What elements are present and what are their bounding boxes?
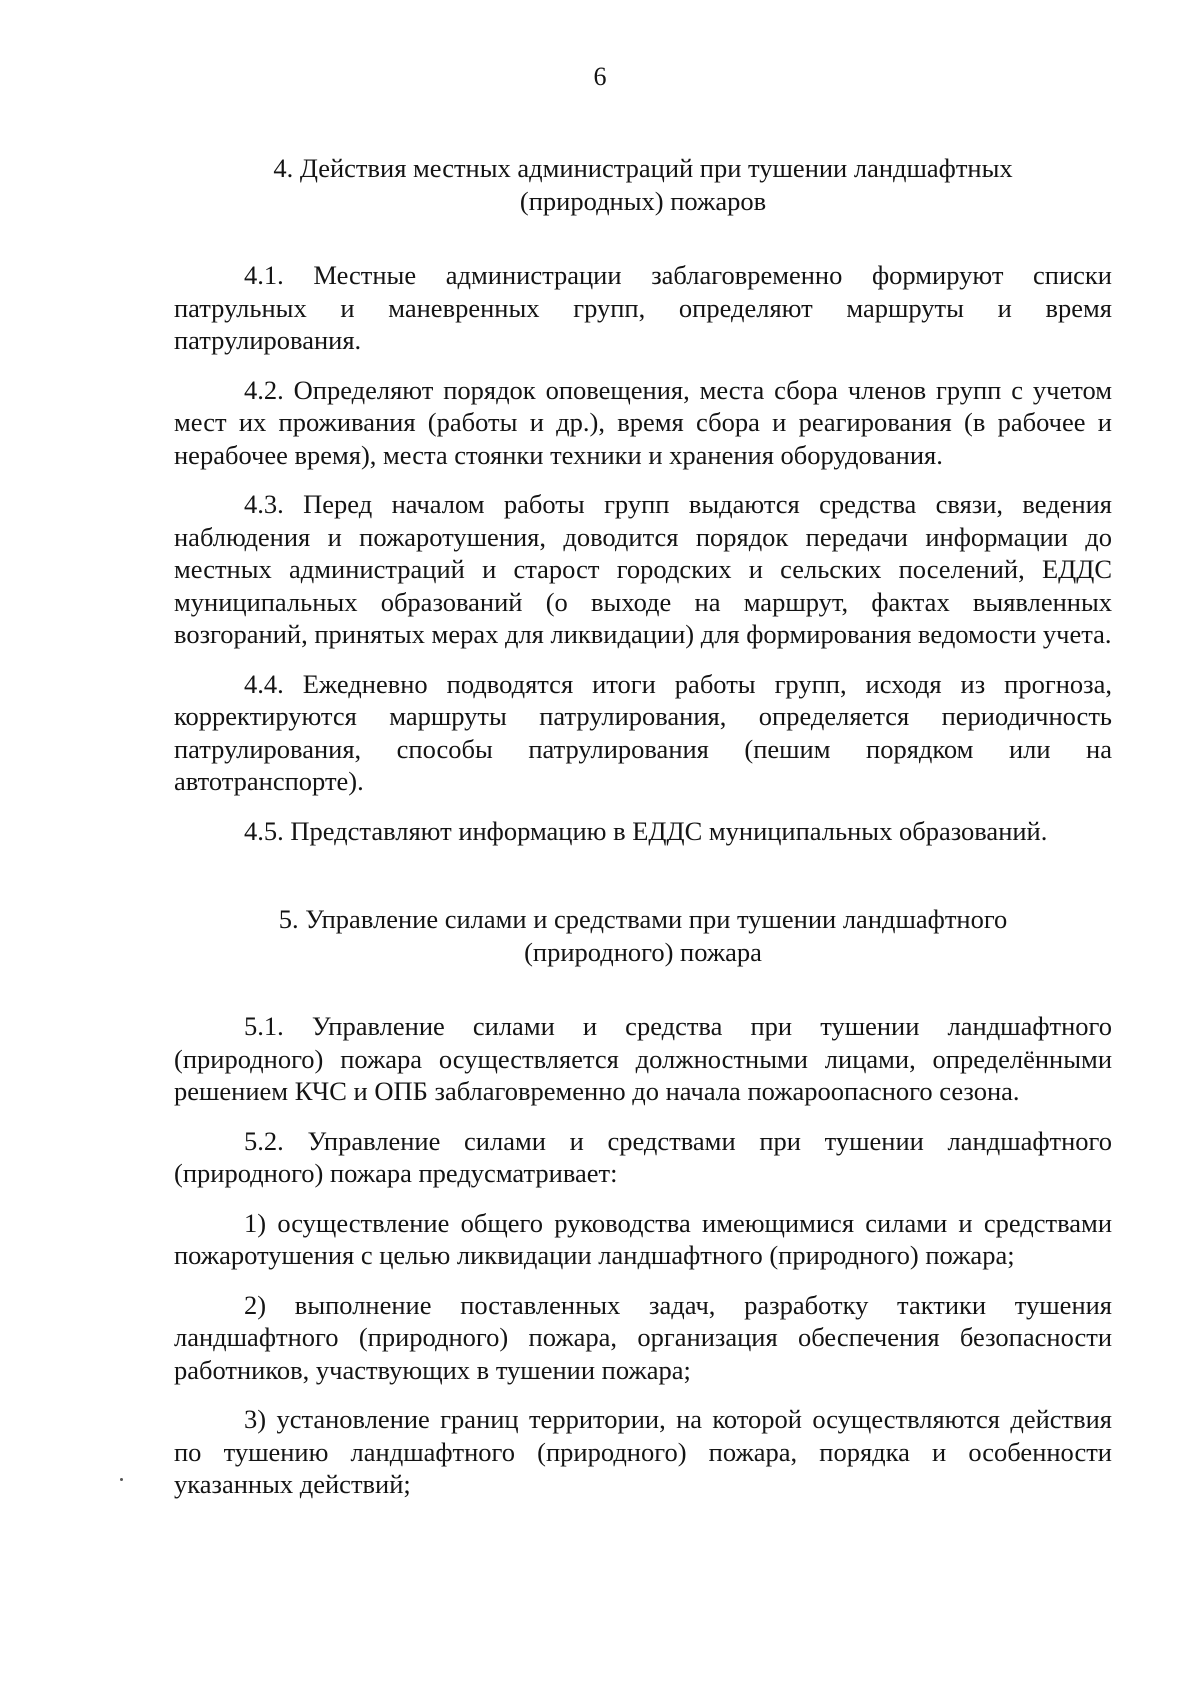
document-body (174, 152, 1112, 1501)
paragraph-5-1: 5.1. Управление силами и средства при тушении ландшафтного (природного) пожара осуществляется должностными лицами, определёнными решением КЧС и ОПБ заблаговременно до начала пожароопасного сезона. (174, 1011, 1112, 1106)
scan-speck (120, 1478, 123, 1481)
section-5-title-line-2: (природного) пожара (524, 936, 762, 967)
paragraph-4-5: 4.5. Представляют информацию в ЕДДС муниципальных образований. (244, 815, 1048, 846)
section-4-title-line-2: (природных) пожаров (519, 185, 767, 216)
paragraph-5-2: 5.2. Управление силами и средствами при тушении ландшафтного (природного) пожара предусматривает: (174, 1125, 1112, 1188)
page-number: 6 (593, 62, 607, 91)
section-5-title (174, 903, 1112, 968)
section-5-title-line-1: 5. Управление силами и средствами при тушении ландшафтного (278, 904, 1008, 934)
list-item-5-2-2: 2) выполнение поставленных задач, разработку тактики тушения ландшафтного (природного) пожара, организация обеспечения безопасности работников, участвующих в тушении пожара; (174, 1289, 1112, 1385)
paragraph-4-1: 4.1. Местные администрации заблаговременно формируют списки патрульных и маневренных групп, определяют маршруты и время патрулирования. (174, 260, 1112, 355)
section-4-title-line-1: 4. Действия местных администраций при тушении ландшафтных (273, 153, 1013, 183)
paragraph-4-4: 4.4. Ежедневно подводятся итоги работы групп, исходя из прогноза, корректируются маршруты патрулирования, определяется периодичность патрулирования, способы патрулирования (пешим порядком или на автотранспорте). (174, 668, 1112, 796)
paragraph-4-3: 4.3. Перед началом работы групп выдаются средства связи, ведения наблюдения и пожаротушения, доводится порядок передачи информации до местных администраций и старост городских и сельских поселений, ЕДДС муниципальных образований (о выходе на маршрут, фактах выявленных возгораний, принятых мерах для ликвидации) для формирования ведомости учета. (174, 489, 1112, 649)
list-item-5-2-3: 3) установление границ территории, на которой осуществляются действия по тушению ландшафтного (природного) пожара, порядка и особенности указанных действий; (174, 1404, 1112, 1499)
section-4-title (174, 152, 1112, 217)
paragraph-4-2: 4.2. Определяют порядок оповещения, места сбора членов групп с учетом мест их проживания (работы и др.), время сбора и реагирования (в рабочее и нерабочее время), места стоянки техники и хранения оборудования. (174, 374, 1112, 470)
list-item-5-2-1: 1) осуществление общего руководства имеющимися силами и средствами пожаротушения с целью ликвидации ландшафтного (природного) пожара; (174, 1207, 1112, 1270)
